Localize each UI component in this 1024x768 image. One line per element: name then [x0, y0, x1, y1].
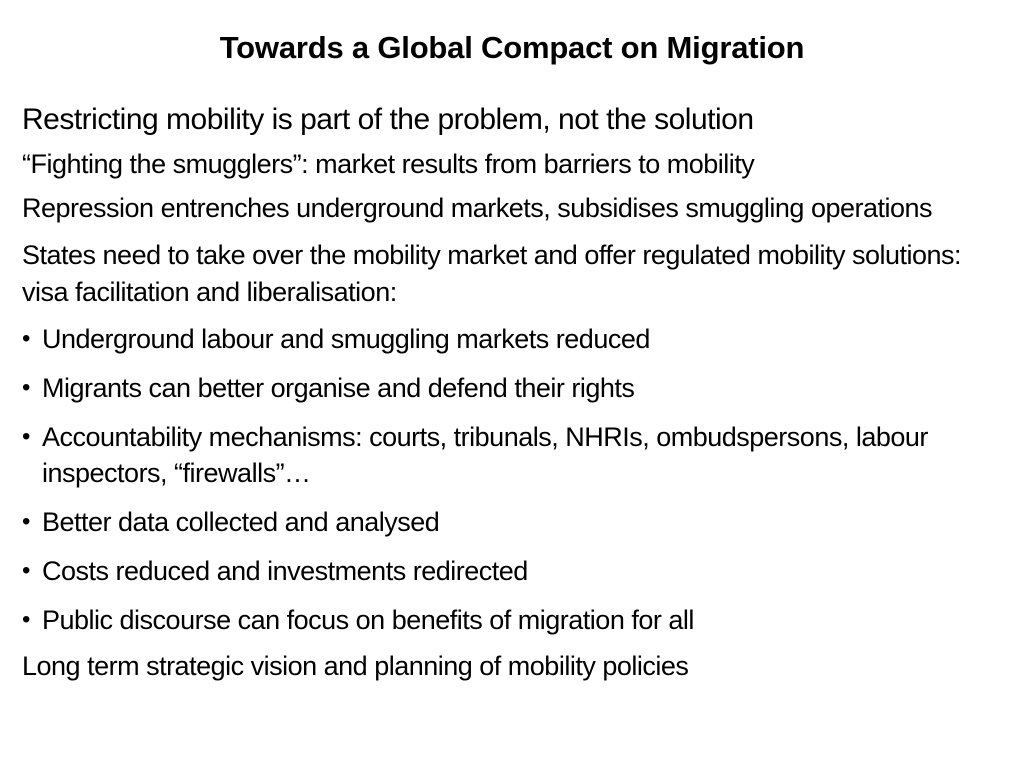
bullet-icon: • [22, 508, 30, 535]
bullet-text: Better data collected and analysed [42, 507, 440, 537]
bullet-icon: • [22, 557, 30, 584]
bullet-item [22, 370, 997, 406]
paragraph-repression: Repression entrenches underground markets, subsidises smuggling operations [22, 193, 933, 223]
slide-body [22, 100, 997, 695]
bullet-icon: • [22, 606, 30, 633]
bullet-icon: • [22, 325, 30, 352]
paragraph-states-take-over: States need to take over the mobility market and offer regulated mobility solutions: visa facilitation and liberalisation: [22, 240, 962, 307]
bullet-text: Migrants can better organise and defend their rights [42, 373, 635, 403]
bullet-text: Costs reduced and investments redirected [42, 556, 528, 586]
bullet-text: Public discourse can focus on benefits of migration for all [42, 605, 694, 635]
paragraph-fighting-smugglers: “Fighting the smugglers”: market results from barriers to mobility [22, 149, 755, 179]
bullet-item [22, 419, 997, 491]
paragraph-restricting-mobility: Restricting mobility is part of the problem, not the solution [22, 103, 754, 136]
bullet-item [22, 602, 997, 638]
bullet-item [22, 321, 997, 357]
bullet-text: Underground labour and smuggling markets reduced [42, 324, 650, 354]
paragraph-long-term-vision: Long term strategic vision and planning of mobility policies [22, 651, 689, 681]
bullet-icon: • [22, 423, 30, 450]
bullet-item [22, 504, 997, 540]
slide-title: Towards a Global Compact on Migration [219, 30, 805, 65]
bullet-text: Accountability mechanisms: courts, tribunals, NHRIs, ombudspersons, labour inspectors, “firewalls”… [42, 422, 928, 488]
bullet-icon: • [22, 374, 30, 401]
bullet-list [22, 321, 997, 638]
bullet-item [22, 553, 997, 589]
